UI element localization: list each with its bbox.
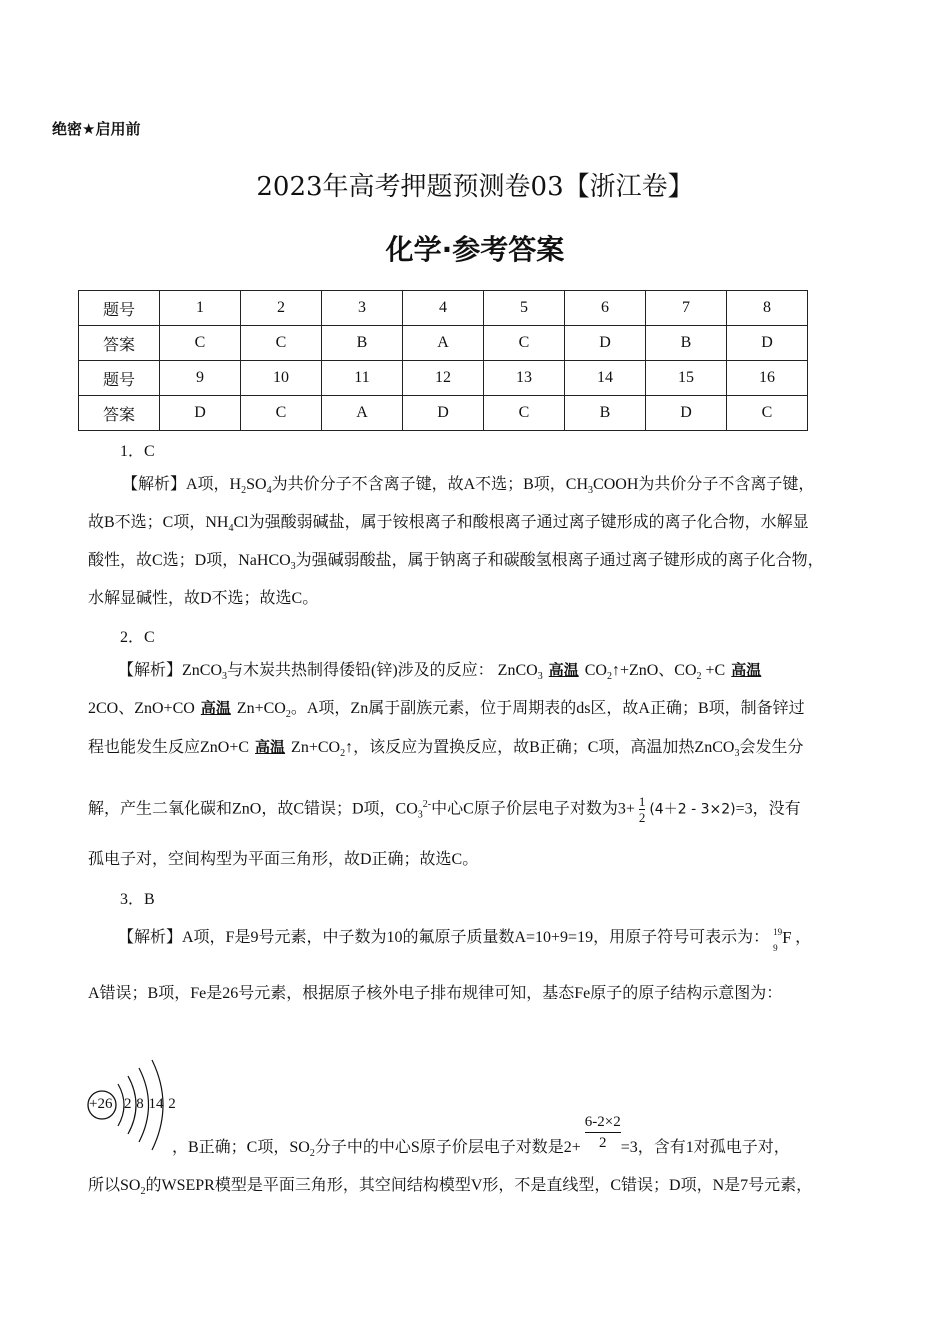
- nucleus-charge: +26: [89, 1096, 113, 1112]
- table-cell: 16: [727, 361, 808, 396]
- table-cell: C: [241, 396, 322, 431]
- table-cell: 3: [322, 291, 403, 326]
- table-cell: C: [160, 326, 241, 361]
- table-cell: 4: [403, 291, 484, 326]
- table-row-header: 答案: [79, 396, 160, 431]
- table-row: [79, 291, 808, 326]
- q2-line-5: 孤电子对，空间构型为平面三角形，故D正确；故选C。: [88, 851, 479, 868]
- high-temp-condition: 高温: [255, 738, 286, 756]
- shell-electron-counts: 2 8 14 2: [124, 1096, 176, 1112]
- q1-line-4: 水解显碱性，故D不选；故选C。: [88, 590, 319, 607]
- table-cell: B: [322, 326, 403, 361]
- q2-line-1: 【解析】ZnCO$_3$与木炭共热制得倭铅(锌)涉及的反应： ZnCO$_3$ 高温 $CO_2↑+ZnO$、$CO_2 +C$ 高温: [118, 661, 762, 683]
- q3-line-3: ，B正确；C项，$SO_2$分子中的中心S原子价层电子对数是2+ $\frac{6-2\times 2}{2}$ =3，含有1对孤电子对，: [172, 1113, 790, 1160]
- table-cell: C: [727, 396, 808, 431]
- table-row: [79, 396, 808, 431]
- q1-line-2: 故B不选；C项，$NH_4Cl$为强酸弱碱盐，属于铵根离子和酸根离子通过离子键形成的离子化合物，水解显: [88, 514, 809, 535]
- q2-line-3: 程也能发生反应ZnO+C 高温 $Zn+CO_2↑$，该反应为置换反应，故B正确；C项，高温加热ZnCO$_3$会发生分: [88, 738, 804, 760]
- table-cell: D: [727, 326, 808, 361]
- table-cell: 15: [646, 361, 727, 396]
- question-1-number: 1．C: [120, 443, 155, 460]
- table-cell: C: [241, 326, 322, 361]
- table-cell: 5: [484, 291, 565, 326]
- table-cell: B: [565, 396, 646, 431]
- answer-table: [78, 290, 808, 431]
- fraction-one-half: $\frac{1}{2}$: [638, 794, 646, 826]
- table-row: [79, 326, 808, 361]
- page-title: 2023年高考押题预测卷03【浙江卷】: [256, 172, 694, 202]
- table-cell: D: [565, 326, 646, 361]
- fraction-six-minus: $\frac{6-2\times 2}{2}$: [584, 1113, 621, 1151]
- confidential-label: 绝密★启用前: [52, 120, 141, 138]
- q3-line-4: 所以$SO_2$的WSEPR模型是平面三角形，其空间结构模型V形，不是直线型，C错误；D项，N是7号元素，: [88, 1177, 813, 1198]
- table-cell: C: [484, 396, 565, 431]
- table-cell: B: [646, 326, 727, 361]
- table-row-header: 题号: [79, 361, 160, 396]
- table-cell: D: [646, 396, 727, 431]
- table-cell: 2: [241, 291, 322, 326]
- table-cell: C: [484, 326, 565, 361]
- table-cell: 13: [484, 361, 565, 396]
- q2-line-2: 2CO、ZnO+CO 高温 $Zn+CO_2$。A项，Zn属于副族元素，位于周期表的ds区，故A正确；B项，制备锌过: [88, 699, 805, 721]
- high-temp-condition: 高温: [200, 699, 231, 717]
- table-cell: A: [403, 326, 484, 361]
- table-cell: 11: [322, 361, 403, 396]
- table-cell: 14: [565, 361, 646, 396]
- table-cell: 10: [241, 361, 322, 396]
- table-cell: 1: [160, 291, 241, 326]
- table-cell: D: [160, 396, 241, 431]
- q1-line-3: 酸性，故C选；D项，NaHCO$_3$为强碱弱酸盐，属于钠离子和碳酸氢根离子通过离子键形成的离子化合物，: [88, 552, 824, 573]
- table-cell: 7: [646, 291, 727, 326]
- question-2-number: 2．C: [120, 629, 155, 646]
- q1-line-1: 【解析】A项，$H_2SO_4$为共价分子不含离子键，故A不选；B项，$CH_3COOH$为共价分子不含离子键，: [122, 476, 815, 497]
- page-subtitle: 化学·参考答案: [385, 233, 565, 266]
- high-temp-condition: 高温: [731, 661, 762, 679]
- table-cell: 8: [727, 291, 808, 326]
- fe-atom-structure-diagram: [86, 1058, 186, 1158]
- table-row-header: 答案: [79, 326, 160, 361]
- fluorine-isotope-symbol: 19 9 F: [773, 927, 792, 954]
- table-cell: D: [403, 396, 484, 431]
- q2-line-4: 解，产生二氧化碳和ZnO，故C错误；D项，$CO_3^{2-}$中心C原子价层电子对数为3+ $\frac{1}{2}$ (4＋2 - 3×2)=3，没有: [88, 794, 801, 826]
- table-row: [79, 361, 808, 396]
- q3-line-1: 【解析】A项，F是9号元素，中子数为10的氟原子质量数A=10+9=19，用原子符号可表示为： 19 9 F ，: [118, 927, 812, 954]
- high-temp-condition: 高温: [548, 661, 579, 679]
- q3-line-2: A错误；B项，Fe是26号元素，根据原子核外电子排布规律可知，基态Fe原子的原子结构示意图为：: [88, 985, 783, 1002]
- table-cell: 12: [403, 361, 484, 396]
- table-cell: 6: [565, 291, 646, 326]
- table-cell: A: [322, 396, 403, 431]
- table-cell: 9: [160, 361, 241, 396]
- question-3-number: 3．B: [120, 891, 155, 908]
- table-row-header: 题号: [79, 291, 160, 326]
